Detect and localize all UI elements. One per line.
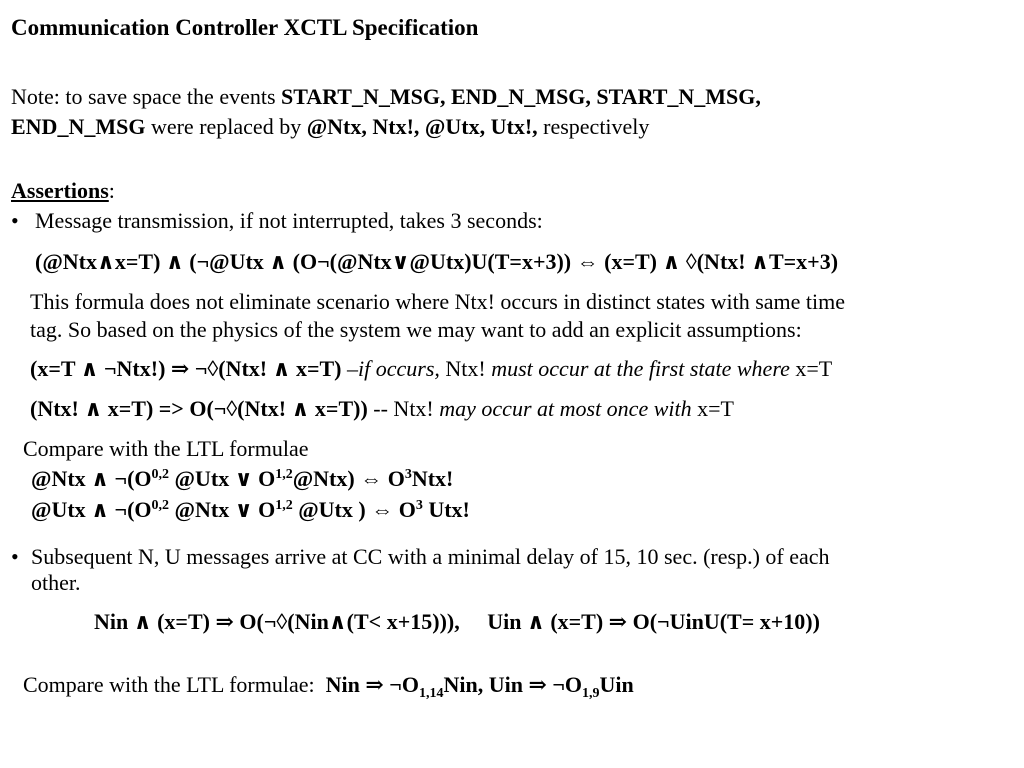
item1-formula-text: (@Ntx∧x=T) ∧ (¬@Utx ∧ (O¬(@Ntx∨@Utx)U(T=x+3)) ⇔ (x=T) ∧ ◊(Ntx! ∧T=x+3) — [35, 249, 839, 274]
assumption-2-plain-1: -- Ntx! — [367, 396, 440, 421]
item2-text-1: Subsequent N, U messages arrive at CC with a minimal delay of 15, 10 sec. (resp.) of each — [31, 544, 830, 569]
assumption-2 — [30, 396, 734, 422]
ltl-compare-2-label: Compare with the LTL formulae: — [23, 672, 326, 697]
note-suffix: respectively — [537, 114, 650, 139]
note-line-1 — [11, 84, 761, 110]
ltl-formula-1-text: @Ntx ∧ $\neg(O^{0,2}$ @Utx ∨ O$^{1,2}$@Ntx) ⇔ $O^3Ntx$! — [31, 466, 454, 491]
ltl-compare-2 — [23, 672, 634, 701]
item1-formula — [35, 249, 838, 275]
note-replacements: @Ntx, Ntx!, @Utx, Utx!, — [306, 114, 538, 139]
item2-formula-text: Nin ∧ (x=T) ⇒ O(¬◊(Nin∧(T< x+15))), Uin ∧ (x=T) ⇒ O(¬UinU(T= x+10)) — [94, 609, 820, 634]
ltl-formula-2-text: @Utx ∧ $\neg(O^{0,2}$ @Ntx ∨ O$^{1,2}$ @Utx ) ⇔ $O^3$ Utx! — [31, 497, 470, 522]
item2-text-2: other. — [31, 570, 81, 595]
note-events-2: END_N_MSG — [11, 114, 146, 139]
note-prefix: Note: to save space the events — [11, 84, 282, 109]
assertions-heading-label: Assertions — [11, 178, 109, 203]
bullet-glyph: • — [11, 208, 19, 233]
bullet-item-1 — [11, 208, 543, 234]
note-events-1: START_N_MSG, END_N_MSG, START_N_MSG, — [281, 84, 761, 109]
assumption-2-plain-2: x=T — [691, 396, 734, 421]
assertions-colon: : — [108, 178, 115, 203]
ltl-formula-1 — [31, 466, 453, 492]
assumption-1-plain-1: Ntx! — [439, 356, 492, 381]
assumption-2-italic-1: may occur at most once with — [439, 396, 692, 421]
item2-formula — [94, 609, 820, 635]
note-mid: were replaced by — [145, 114, 307, 139]
assumption-2-formula: (Ntx! ∧ x=T) => O(¬◊(Ntx! ∧ x=T)) — [30, 396, 368, 421]
ltl-compare-1: Compare with the LTL formulae — [23, 436, 309, 461]
bullet-item-2 — [11, 544, 830, 570]
page-title: Communication Controller XCTL Specification — [11, 15, 479, 40]
ltl-formula-2 — [31, 497, 470, 523]
assumption-1 — [30, 356, 832, 382]
item1-explanation-2: tag. So based on the physics of the system we may want to add an explicit assumptions: — [30, 317, 802, 342]
note-line-2 — [11, 114, 649, 140]
assertions-heading — [11, 178, 115, 204]
assumption-1-plain-2: x=T — [789, 356, 833, 381]
assumption-1-italic-2: must occur at the first state where — [491, 356, 790, 381]
ltl-formula-3: Nin ⇒ $\neg O_{1,14}Nin$, Uin ⇒ $\neg O_{1,9}Uin$ — [325, 672, 634, 701]
assumption-1-formula: (x=T ∧ ¬Ntx!) ⇒ ¬◊(Ntx! ∧ x=T) — [30, 356, 342, 381]
bullet-glyph: • — [11, 544, 19, 569]
assumption-1-italic-1: –if occurs, — [341, 356, 440, 381]
item1-text: Message transmission, if not interrupted, takes 3 seconds: — [35, 208, 543, 233]
item1-explanation-1: This formula does not eliminate scenario where Ntx! occurs in distinct states with same time — [30, 289, 846, 314]
